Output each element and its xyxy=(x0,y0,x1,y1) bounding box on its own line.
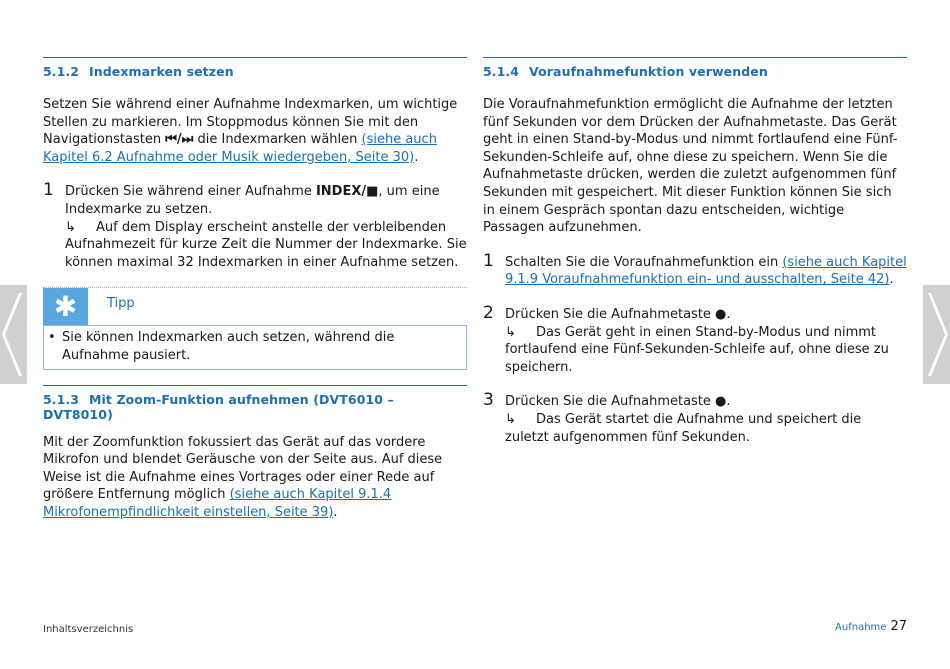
bullet-icon: • xyxy=(48,330,56,346)
step-number: 3 xyxy=(483,390,494,411)
step-3 xyxy=(483,390,907,446)
nav-keys-icon: ⏮/⏭ xyxy=(165,132,194,148)
zoom-text: Mit der Zoomfunktion fokussiert das Gerät auf das vordere Mikrofon und blendet Geräusche von der Seite aus. Auf diese Weise ist die Aufnahme eines Vortrages oder einer Rede auf größere Entfernung möglich xyxy=(43,434,443,503)
section-number: 5.1.2 xyxy=(43,64,80,79)
section-heading-5-1-4 xyxy=(483,64,907,79)
chapter-link-9-1-4[interactable]: (siehe auch Kapitel 9.1.4 Mikrofonempfindlichkeit einstellen, Seite 39) xyxy=(43,487,392,520)
intro-end: . xyxy=(414,149,419,165)
step-number: 1 xyxy=(43,180,54,201)
result-arrow-icon: ↳ xyxy=(505,411,516,427)
previous-page-button[interactable] xyxy=(0,285,27,384)
section-title: Voraufnahmefunktion verwenden xyxy=(529,64,768,79)
pre-record-paragraph: Die Voraufnahmefunktion ermöglicht die Aufnahme der letzten fünf Sekunden vor dem Drücken der Aufnahmetaste. Das Gerät geht in einen Stand-by-Modus und nimmt fortlaufend eine Fünf-Sekunden-Schleife auf, ohne diese zu speichern. Wenn Sie die Aufnahmetaste drücken, werden die zuletzt aufgenommen fünf Sekunden mit gespeichert. Mit dieser Funktion können Sie sich in einem Gespräch spontan dazu entscheiden, wichtige Passagen aufzunehmen. xyxy=(483,97,898,236)
step-1 xyxy=(483,250,907,289)
result-text: Das Gerät geht in einen Stand-by-Modus und nimmt fortlaufend eine Fünf-Sekunden-Schleife auf, ohne diese zu speichern. xyxy=(505,324,889,375)
result-arrow-icon: ↳ xyxy=(65,219,76,235)
step-result xyxy=(505,324,907,377)
index-key-label: INDEX/■ xyxy=(315,184,379,200)
section-rule xyxy=(43,385,467,386)
intro-text-2: die Indexmarken wählen xyxy=(193,132,362,148)
tip-content xyxy=(43,325,467,369)
result-text: Das Gerät startet die Aufnahme und speichert die zuletzt aufgenommen fünf Sekunden. xyxy=(505,411,862,445)
zoom-end: . xyxy=(333,504,338,520)
step-result xyxy=(505,411,907,446)
step-2 xyxy=(483,302,907,376)
step-text: Drücken Sie die Aufnahmetaste ●. xyxy=(505,306,731,322)
step-text: Drücken Sie die Aufnahmetaste ●. xyxy=(505,394,731,410)
table-of-contents-link[interactable]: Inhaltsverzeichnis xyxy=(43,624,134,635)
step-end: . xyxy=(889,272,894,288)
intro-text: Setzen Sie während einer Aufnahme Indexmarken, um wichtige Stellen zu markieren. Im Stoppmodus können Sie mit den Navigationstasten xyxy=(43,97,458,148)
right-column xyxy=(483,57,907,446)
step-text: Drücken Sie während einer Aufnahme xyxy=(65,184,316,200)
chevron-right-icon xyxy=(923,285,950,384)
section-number: 5.1.4 xyxy=(483,64,520,79)
step-text-2: , um eine Indexmarke zu setzen. xyxy=(65,184,440,217)
section-heading-5-1-2 xyxy=(43,64,467,79)
section-title: Indexmarken setzen xyxy=(89,64,234,79)
chapter-link-6-2[interactable]: (siehe auch Kapitel 6.2 Aufnahme oder Musik wiedergeben, Seite 30) xyxy=(43,132,437,165)
left-column xyxy=(43,57,467,522)
chevron-left-icon xyxy=(0,285,27,384)
section-title: Mit Zoom-Funktion aufnehmen (DVT6010 – DVT8010) xyxy=(43,391,394,422)
zoom-paragraph xyxy=(43,434,467,522)
next-page-button[interactable] xyxy=(923,285,950,384)
section-heading-5-1-3 xyxy=(43,392,467,422)
asterisk-icon: ✱ xyxy=(43,288,88,325)
page-number: 27 xyxy=(890,619,907,634)
step-1 xyxy=(43,180,467,271)
tip-box xyxy=(43,287,467,369)
tip-header xyxy=(43,287,467,325)
intro-paragraph xyxy=(43,96,467,166)
step-number: 2 xyxy=(483,302,494,323)
step-number: 1 xyxy=(483,250,494,271)
result-text: Auf dem Display erscheint anstelle der verbleibenden Aufnahmezeit für kurze Zeit die Nummer der Indexmarke. Sie können maximal 32 Indexmarken in einer Aufnahme setzen. xyxy=(65,219,467,270)
step-result xyxy=(65,219,467,272)
section-number: 5.1.3 xyxy=(43,391,80,407)
section-rule xyxy=(483,57,907,58)
footer-section: Aufnahme xyxy=(835,622,887,633)
chapter-link-9-1-9[interactable]: (siehe auch Kapitel 9.1.9 Voraufnahmefunktion ein- und ausschalten, Seite 42) xyxy=(505,254,907,288)
result-arrow-icon: ↳ xyxy=(505,324,516,340)
page-footer xyxy=(835,619,907,634)
tip-title: Tipp xyxy=(107,296,135,312)
tip-text: Sie können Indexmarken auch setzen, während die Aufnahme pausiert. xyxy=(62,330,395,363)
section-rule xyxy=(43,57,467,58)
step-text: Schalten Sie die Voraufnahmefunktion ein xyxy=(505,254,783,270)
